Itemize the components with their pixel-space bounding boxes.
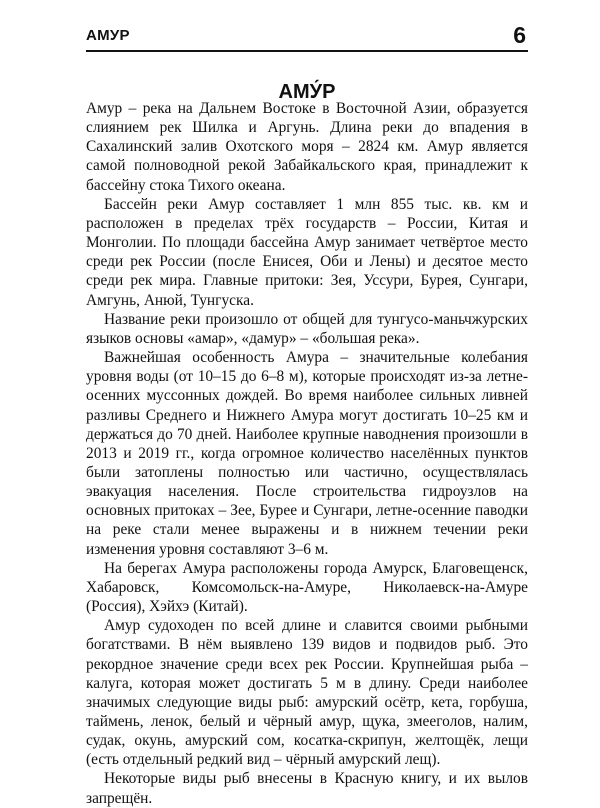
page-number: 6	[513, 22, 526, 48]
paragraph-name-origin: Название реки произошло от общей для тунгусо-маньчжурских языков основы «амар», «дамур» – «большая река».	[86, 310, 528, 347]
article-title: АМУ́Р	[278, 81, 336, 104]
article-body	[86, 99, 528, 808]
paragraph-overview: Амур – река на Дальнем Востоке в Восточной Азии, образуется слиянием рек Шилка и Аргунь. Длина реки до впадения в Сахалинский залив Охотского моря – 2824 км. Амур является самой полноводной рекой Забайкальского края, принадлежит к бассейну стока Тихого океана.	[86, 100, 528, 194]
paragraph-red-book: Некоторые виды рыб внесены в Красную книгу, и их вылов запрещён.	[86, 770, 528, 807]
paragraph-basin: Бассейн реки Амур составляет 1 млн 855 тыс. кв. км и расположен в пределах трёх государств – России, Китая и Монголии. По площади бассейна Амур занимает четвёртое место среди рек России (после Енисея, Оби и Лены) и десятое место среди рек мира. Главные притоки: Зея, Уссури, Бурея, Сунгари, Амгунь, Анюй, Тунгуска.	[86, 195, 528, 309]
paragraph-fish: Амур судоходен по всей длине и славится своими рыбными богатствами. В нём выявлено 139 видов и подвидов рыб. Это рекордное значение среди всех рек России. Крупнейшая рыба – калуга, которая может достигать 5 м в длину. Среди наиболее значимых следующие виды рыб: амурский осётр, кета, горбуша, таймень, ленок, белый и чёрный амур, щука, змееголов, налим, судак, окунь, амурский сом, косатка-скрипун, желтощёк, лещи (есть отдельный редкий вид – чёрный амурский лещ).	[86, 617, 528, 769]
running-header	[86, 20, 528, 52]
paragraph-water-level: Важнейшая особенность Амура – значительные колебания уровня воды (от 10–15 до 6–8 м), которые происходят из-за летне-осенних муссонных дождей. Во время наиболее сильных ливней разливы Среднего и Нижнего Амура могут достигать 10–25 км и держаться до 70 дней. Наиболее крупные наводнения произошли в 2013 и 2019 гг., когда огромное количество населённых пунктов были затоплены полностью или частично, осуществлялась эвакуация населения. После строительства гидроузлов на основных притоках – Зее, Бурее и Сунгари, летне-осенние паводки на реке стали менее выражены и в нижнем течении реки изменения уровня составляют 3–6 м.	[86, 349, 528, 558]
running-title: АМУР	[86, 27, 130, 44]
paragraph-cities: На берегах Амура расположены города Амурск, Благовещенск, Хабаровск, Комсомольск-на-Амуре, Николаевск-на-Амуре (Россия), Хэйхэ (Китай).	[86, 559, 528, 616]
